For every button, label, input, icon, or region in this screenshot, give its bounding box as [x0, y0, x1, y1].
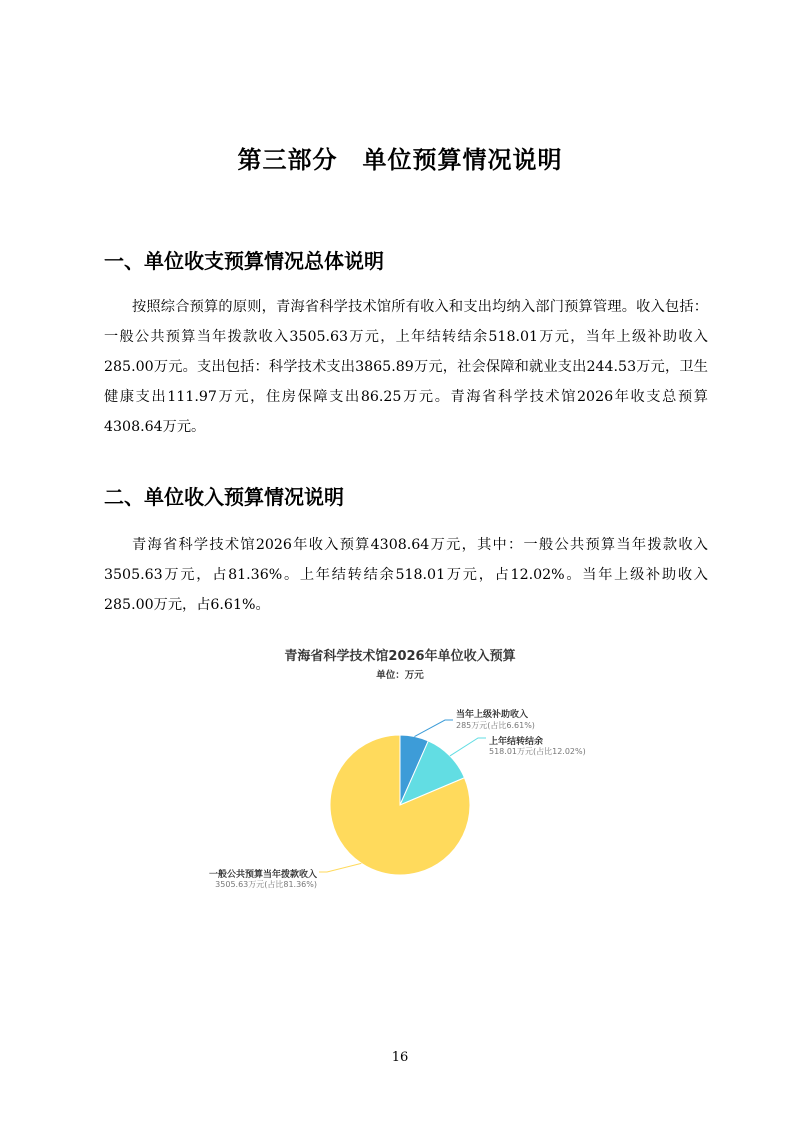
- leader-line: [450, 738, 486, 756]
- section1-paragraph: 按照综合预算的原则，青海省科学技术馆所有收入和支出均纳入部门预算管理。收入包括：一般公共预算当年拨款收入3505.63万元，上年结转结余518.01万元，当年上级补助收入285.00万元。支出包括：科学技术支出3865.89万元，社会保障和就业支出244.53万元，卫生健康支出111.97万元，住房保障支出86.25万元。青海省科学技术馆2026年收支总预算4308.64万元。: [104, 299, 708, 435]
- chart-title: 青海省科学技术馆2026年单位收入预算: [284, 649, 516, 664]
- slice-value-label: 3505.63万元(占比81.36%): [215, 880, 317, 889]
- slice-name-label: 一般公共预算当年拨款收入: [208, 870, 317, 880]
- chart-subtitle: 单位：万元: [376, 670, 424, 681]
- slice-name-label: 上年结转结余: [489, 737, 544, 747]
- slice-value-label: 285万元(占比6.61%): [456, 721, 535, 730]
- income-pie-chart: [190, 640, 610, 910]
- section1-heading: 一、单位收支预算情况总体说明: [104, 249, 384, 273]
- slice-name-label: 当年上级补助收入: [456, 710, 529, 720]
- slice-value-label: 518.01万元(占比12.02%): [489, 747, 586, 756]
- page-number: 16: [391, 1050, 409, 1065]
- section2-paragraph: 青海省科学技术馆2026年收入预算4308.64万元，其中：一般公共预算当年拨款收入3505.63万元，占81.36%。上年结转结余518.01万元，占12.02%。当年上级补助收入285.00万元，占6.61%。: [104, 537, 708, 613]
- leader-line: [414, 720, 453, 737]
- page-title: 第三部分 单位预算情况说明: [237, 146, 563, 174]
- section2-heading: 二、单位收入预算情况说明: [104, 485, 344, 509]
- leader-line: [319, 863, 361, 872]
